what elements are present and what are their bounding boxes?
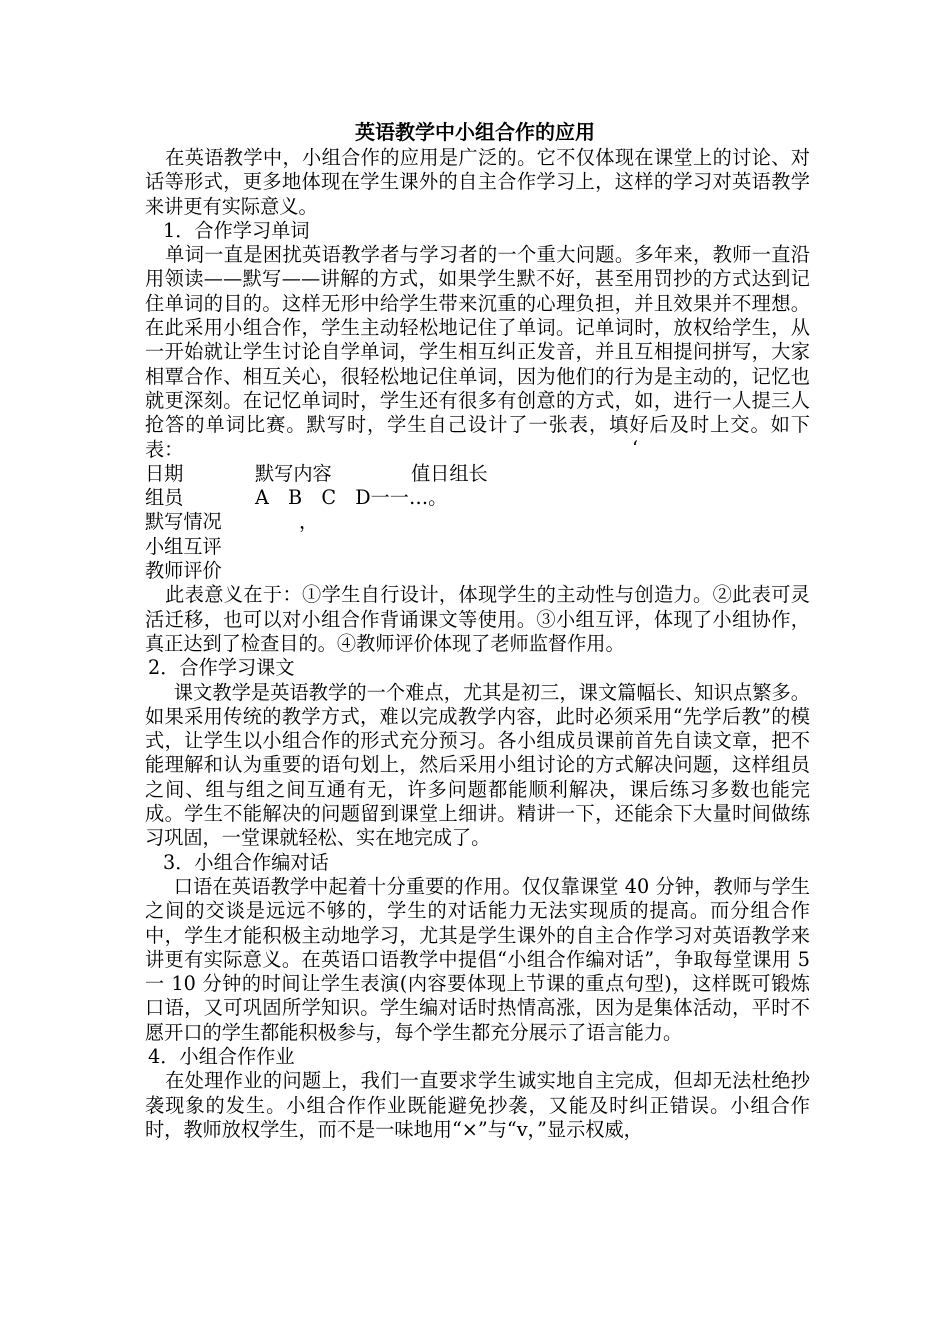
- section-4-paragraph: 在处理作业的问题上，我们一直要求学生诚实地自主完成，但却无法杜绝抄袭现象的发生。小组合作作业既能避免抄袭，又能及时纠正错误。小组合作时，教师放权学生，而不是一味地用“×”与“v，”显示权威，: [145, 1069, 810, 1141]
- section-3-paragraph: 口语在英语教学中起着十分重要的作用。仅仅靠课堂 40 分钟，教师与学生之间的交谈是远远不够的，学生的对话能力无法实现质的提高。而分组合作中，学生才能积极主动地学习，尤其是学生课外的自主合作学习对英语教学来讲更有实际意义。在英语口语教学中提倡“小组合作编对话”，争取每堂课用 5 一 10 分钟的时间让学生表演(内容要体现上节课的重点句型)，这样既可锻炼口语，又可巩固所学知识。学生编对话时热情高涨，因为是集体活动，平时不愿开口的学生都能积极参与，每个学生都充分展示了语言能力。: [145, 874, 810, 1044]
- table-cell: A B C D一一…。: [255, 486, 448, 510]
- section-4-heading: 4．小组合作作业: [148, 1044, 295, 1068]
- dictation-table: [145, 462, 810, 583]
- table-cell: 日期: [145, 461, 184, 485]
- table-row: [145, 559, 810, 583]
- table-cell: 组员: [145, 486, 184, 510]
- section-2-heading: 2．合作学习课文: [148, 656, 295, 680]
- stray-quote-mark: ‘: [632, 437, 639, 461]
- table-cell: 教师评价: [145, 559, 222, 583]
- intro-paragraph: 在英语教学中，小组合作的应用是广泛的。它不仅体现在课堂上的讨论、对话等形式，更多地体现在学生课外的自主合作学习上，这样的学习对英语教学来讲更有实际意义。: [145, 146, 810, 218]
- section-1-table-explanation: 此表意义在于：①学生自行设计，体现学生的主动性与创造力。②此表可灵活迁移，也可以对小组合作背诵课文等使用。③小组互评，体现了小组协作，真正达到了检查目的。④教师评价体现了老师监督作用。: [145, 583, 810, 655]
- table-row: [145, 535, 810, 559]
- document-title: 英语教学中小组合作的应用: [355, 120, 595, 144]
- table-cell: 小组互评: [145, 534, 222, 558]
- table-row: [145, 510, 810, 534]
- table-cell: 值日组长: [411, 461, 488, 485]
- table-row: [145, 462, 810, 486]
- table-cell: 默写情况: [145, 510, 222, 534]
- section-3-heading: 3．小组合作编对话: [163, 850, 329, 874]
- section-1-heading: 1．合作学习单词: [163, 218, 310, 242]
- table-mark: ，: [299, 510, 319, 534]
- table-cell: 默写内容: [255, 461, 332, 485]
- section-2-paragraph: 课文教学是英语教学的一个难点，尤其是初三，课文篇幅长、知识点繁多。如果采用传统的教学方式，难以完成教学内容，此时必须采用“先学后教”的模式，让学生以小组合作的形式充分预习。各小组成员课前首先自读文章，把不能理解和认为重要的语句划上，然后采用小组讨论的方式解决问题，这样组员之间、组与组之间互通有无，许多问题都能顺利解决，课后练习多数也能完成。学生不能解决的问题留到课堂上细讲。精讲一下，还能余下大量时间做练习巩固，一堂课就轻松、实在地完成了。: [145, 680, 810, 850]
- table-row: [145, 486, 810, 510]
- section-1-paragraph-wrap: [145, 243, 810, 462]
- document-body: [145, 118, 810, 1142]
- section-1-paragraph: 单词一直是困扰英语教学者与学习者的一个重大问题。多年来，教师一直沿用领读——默写——讲解的方式，如果学生默不好，甚至用罚抄的方式达到记住单词的目的。这样无形中给学生带来沉重的心理负担，并且效果并不理想。在此采用小组合作，学生主动轻松地记住了单词。记单词时，放权给学生，从一开始就让学生讨论自学单词，学生相互纠正发音，并且互相提问拼写，大家相覃合作、相互关心，很轻松地记住单词，因为他们的行为是主动的，记忆也就更深刻。在记忆单词时，学生还有很多有创意的方式，如，进行一人提三人抢答的单词比赛。默写时，学生自己设计了一张表，填好后及时上交。如下表：: [145, 243, 810, 461]
